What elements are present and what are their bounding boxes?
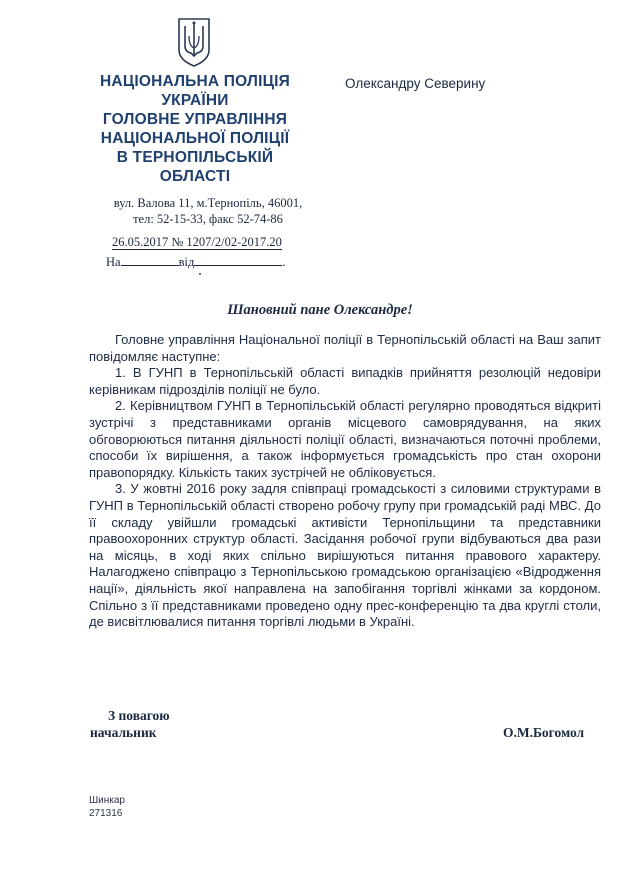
letter-body [89,332,601,631]
trident-emblem-icon [176,16,212,68]
registration-number: 26.05.2017 № 1207/2/02-2017.20 [112,235,282,249]
greeting: Шановний пане Олександре! [227,302,413,318]
closing-regards: З повагою [108,708,170,723]
paragraph: 3. У жовтні 2016 року задля співпраці громадськості з силовими структурами в ГУНП в Тернопільській області створено робочу групу при громадській раді МВС. До її складу увійшли громадські активісти Тернопільщини та представники правоохоронних структур області. Засідання робочої групи відбуваються два рази на місяць, в ході яких спільно вирішуються питання правового характеру. Налагоджено співпрацю з Тернопільською громадською організацією «Відродження нації», діяльність якої направлена на запобігання торгівлі жінками за кордоном. Спільно з її представниками проведено одну прес-конференцію та два круглі столи, де висвітлювалися питання торгівлі людьми в Україні. [89,481,601,630]
reference-line: На від . [106,255,286,269]
org-line: ГОЛОВНЕ УПРАВЛІННЯ [102,111,288,128]
signer-name: О.М.Богомол [503,725,585,740]
paragraph: 1. В ГУНП в Тернопільській області випадків прийняття резолюцій недовіри керівникам підрозділів поліції не було. [89,365,601,397]
organization-address [108,195,308,227]
from-label: від [178,255,195,269]
recipient: Олександру Северину [345,76,486,91]
org-line: ОБЛАСТІ [159,168,231,185]
paragraph: Головне управління Національної поліції в Тернопільській області на Ваш запит повідомляє наступне: [89,332,601,364]
organization-name [70,72,320,186]
paragraph: 2. Керівництвом ГУНП в Тернопільській області регулярно проводяться відкриті зустрічі з представниками органів місцевого самоврядування, на яких обговорюються питання діяльності поліції області, визначаються поточні проблеми, способи їх вирішення, а також інформується громадськість про стан охорони правопорядку. Кількість таких зустрічей не обліковується. [89,398,601,480]
contact-line: тел: 52-15-33, факс 52-74-86 [133,212,283,226]
executor-info [89,794,125,820]
org-line: В ТЕРНОПІЛЬСЬКІЙ [116,149,274,166]
mark-dot [199,273,201,275]
on-blank [121,254,179,266]
executor-name: Шинкар [89,795,125,806]
signer-position: начальник [90,725,157,740]
address-line: вул. Валова 11, м.Тернопіль, 46001, [113,196,303,210]
on-label: На [106,255,121,269]
executor-phone: 271316 [89,808,123,819]
org-line: НАЦІОНАЛЬНА ПОЛІЦІЯ [100,73,290,90]
org-line: УКРАЇНИ [161,92,229,109]
from-blank [194,254,282,266]
org-line: НАЦІОНАЛЬНОЇ ПОЛІЦІЇ [100,130,290,147]
